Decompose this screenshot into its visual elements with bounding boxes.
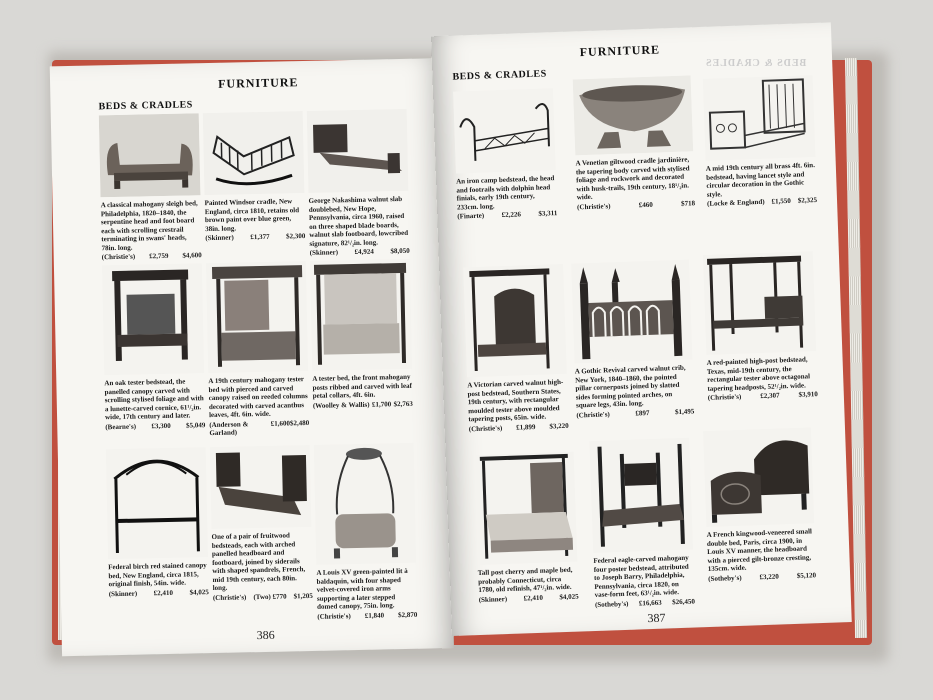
item-source: (Christie's) — [101, 252, 136, 262]
left-page — [50, 58, 454, 656]
catalog-item — [99, 113, 202, 261]
canopy-bed-image — [106, 447, 208, 559]
catalog-item — [210, 445, 313, 602]
item-caption: A Louis XV green-painted lit à baldaquin, with four shaped velvet-covered iron arms supporting a later stepped domed canopy, 75in. long. — [316, 566, 408, 611]
item-caption: Federal eagle-carved mahogany four poster bedstead, attributed to Joseph Barry, Philadelphia, Pennsylvania, circa 1820, on vase-form feet, 63¹/₂in. wide. — [593, 553, 689, 599]
price-usd: $1,495 — [674, 406, 695, 416]
item-caption: A Gothic Revival carved walnut crib, New York, 1840–1860, the pointed pillar cornerposts joined by slatted sides forming pointed arches, on square legs, 43in. long. — [574, 363, 686, 410]
tall-post-bed-image — [474, 452, 578, 565]
price-gbp: £2,226 — [501, 210, 522, 220]
catalog-item — [453, 88, 557, 220]
running-head: FURNITURE — [579, 42, 661, 60]
price-gbp: £2,307 — [760, 391, 780, 401]
catalog-item — [310, 259, 413, 410]
catalog-item — [206, 261, 310, 437]
price-usd: $5,120 — [796, 570, 817, 580]
item-caption: Painted Windsor cradle, New England, circa 1810, retains old brown paint over blue green, 38in. long. — [204, 197, 300, 233]
price-gbp: £2,410 — [523, 593, 544, 602]
section-heading: BEDS & CRADLES — [452, 68, 547, 83]
price-usd: $2,480 — [289, 418, 310, 427]
item-source: (Woolley & Wallis) — [312, 400, 370, 410]
item-source: (Locke & England) — [706, 197, 765, 208]
catalog-item — [589, 438, 695, 609]
catalog-item — [573, 75, 696, 211]
sleigh-bed-image — [99, 113, 201, 197]
giltwood-cradle-image — [573, 75, 694, 155]
item-caption: A Victorian carved walnut high-post bedstead, Southern States, 19th century, with rectangular moulded tester above moulded tapering posts, 65in. wide. — [467, 377, 564, 424]
price-usd: $4,600 — [182, 251, 202, 260]
price-usd: $26,450 — [672, 597, 696, 606]
item-caption: Federal birch red stained canopy bed, New England, circa 1815, original finish, 54in. wide. — [108, 561, 207, 589]
victorian-bedstead-image — [463, 264, 567, 377]
kingwood-bed-image — [703, 427, 814, 527]
price-usd: $2,870 — [397, 610, 418, 619]
catalog-item — [314, 443, 418, 621]
item-source: (Skinner) — [309, 248, 339, 257]
item-source: (Sotheby's) — [594, 599, 629, 609]
item-caption: A mid 19th century all brass 4ft. 6in. bedstead, having lancet style and circular decoration in the Gothic style. — [705, 161, 816, 199]
price-usd: $2,325 — [797, 195, 818, 205]
item-caption: An oak tester bedstead, the panelled canopy carved with scrolling stylised foliage and with a lunette-carved cornice, 61¹/₂in. wide, 17th century and later. — [104, 377, 204, 422]
price-usd: $2,763 — [393, 399, 413, 408]
price-gbp: £4,924 — [354, 247, 374, 256]
show-through-text: BEDS & CRADLES — [705, 58, 807, 69]
iron-camp-bed-image — [453, 88, 556, 173]
price-usd: $4,025 — [189, 587, 209, 597]
walnut-slab-bed-image — [307, 109, 409, 193]
price-gbp: £1,377 — [250, 232, 270, 242]
catalog-item — [703, 427, 816, 582]
price-gbp: £1,600 — [270, 418, 291, 428]
item-source: (Anderson & Garland) — [209, 419, 249, 437]
item-source: (Christie's) — [317, 611, 351, 621]
baldaquin-bed-image — [314, 443, 416, 565]
catalog-item — [203, 111, 306, 242]
item-source: (Skinner) — [108, 589, 138, 598]
price-usd: $8,050 — [390, 246, 410, 256]
price-gbp: £1,550 — [771, 196, 791, 206]
right-page — [431, 22, 852, 636]
item-caption: A tester bed, the front mahogany posts ribbed and carved with leaf petal collars, 4ft. 6in. — [312, 372, 412, 400]
red-painted-bedstead-image — [703, 251, 816, 355]
item-source: (Skinner) — [478, 594, 508, 604]
price-gbp: £2,410 — [153, 588, 174, 597]
price-gbp: £3,220 — [759, 572, 779, 581]
price-gbp: £1,899 — [516, 422, 536, 432]
section-heading: BEDS & CRADLES — [98, 99, 193, 113]
catalog-item — [102, 263, 205, 431]
item-caption: A 19th century mahogany tester bed with pierced and carved canopy raised on reeded columns decorated with carved acanthus leaves, 4ft. 6in. wide. — [208, 375, 308, 420]
tester-bed-image — [310, 259, 412, 371]
item-source: (Christie's) — [468, 423, 503, 433]
item-source: (Bearne's) — [105, 422, 137, 431]
item-source: (Christie's) — [576, 201, 611, 211]
catalog-item — [703, 251, 818, 402]
mahogany-tester-bed-image — [206, 261, 308, 373]
price-gbp: £897 — [635, 408, 650, 417]
page-number: 386 — [256, 627, 275, 643]
item-source: (Christie's) — [212, 592, 247, 602]
item-caption: An iron camp bedstead, the head and footrails with dolphin head finials, early 19th century, 233cm. long. — [456, 174, 555, 212]
oak-tester-bed-image — [102, 263, 204, 375]
gothic-crib-image — [571, 259, 692, 363]
price-usd: $3,220 — [549, 421, 569, 430]
item-source: (Sotheby's) — [708, 573, 742, 583]
catalog-item — [307, 109, 410, 257]
price-usd: $3,311 — [538, 209, 558, 218]
item-source: (Christie's) — [576, 409, 610, 420]
item-source: (Skinner) — [205, 233, 234, 243]
price-gbp: (Two) £770 — [253, 591, 287, 601]
price-usd: $3,910 — [798, 390, 818, 399]
price-gbp: £460 — [638, 200, 653, 209]
price-usd: $718 — [680, 198, 696, 208]
catalog-item — [703, 75, 817, 208]
item-source: (Finarte) — [457, 211, 485, 221]
catalog-item — [106, 447, 209, 598]
page-number: 387 — [647, 610, 666, 626]
price-usd: $4,025 — [559, 592, 579, 601]
item-caption: One of a pair of fruitwood bedsteads, each with arched panelled headboard and footboard, joined by siderails with shaped spandrels, French, mid 19th century, each 80in. long. — [211, 531, 306, 593]
item-caption: Tall post cherry and maple bed, probably Connecticut, circa 1780, old refinish, 47¹/₂in. wide. — [477, 565, 573, 595]
four-poster-bed-image — [589, 438, 693, 553]
price-gbp: £1,700 — [371, 399, 392, 409]
running-head: FURNITURE — [217, 75, 299, 91]
item-caption: A French kingwood-veneered small double bed, Paris, circa 1900, in Louis XV manner, the headboard with a pierced gilt-bronze cresting, 135cm. wide. — [706, 527, 813, 574]
brass-bedstead-image — [703, 75, 816, 161]
price-gbp: £1,840 — [364, 610, 385, 620]
item-caption: George Nakashima walnut slab doublebed, New Hope, Pennsylvania, circa 1960, raised on three shaped blade boards, walnut slab footboard, lowcribed signature, 82¹/₂in. long. — [308, 194, 409, 248]
windsor-cradle-image — [203, 111, 305, 195]
catalog-item — [463, 264, 569, 433]
item-caption: A red-painted high-post bedstead, Texas, mid-19th century, the rectangular tester above octagonal tapering headposts, 52¹/₂in. wide. — [706, 355, 811, 393]
catalog-item — [571, 259, 694, 419]
price-usd: $5,049 — [185, 420, 206, 430]
item-caption: A classical mahogany sleigh bed, Philadelphia, 1820–1840, the serpentine head and foot board each with scrolling crestrail terminating in swans' heads, 78in. long. — [100, 199, 198, 252]
price-usd: $1,205 — [293, 591, 313, 600]
item-source: (Christie's) — [707, 392, 742, 402]
price-gbp: £16,663 — [638, 598, 662, 607]
item-caption: A Venetian giltwood cradle jardinière, the tapering body carved with stylised foliage and rockwork and decorated with husk-trails, 19th century, 18¹/₂in. wide. — [575, 155, 690, 202]
price-usd: $2,300 — [286, 232, 306, 241]
price-gbp: £3,300 — [151, 421, 171, 430]
catalog-item — [474, 452, 579, 604]
price-gbp: £2,759 — [149, 251, 169, 261]
fruitwood-bedstead-image — [210, 445, 312, 529]
